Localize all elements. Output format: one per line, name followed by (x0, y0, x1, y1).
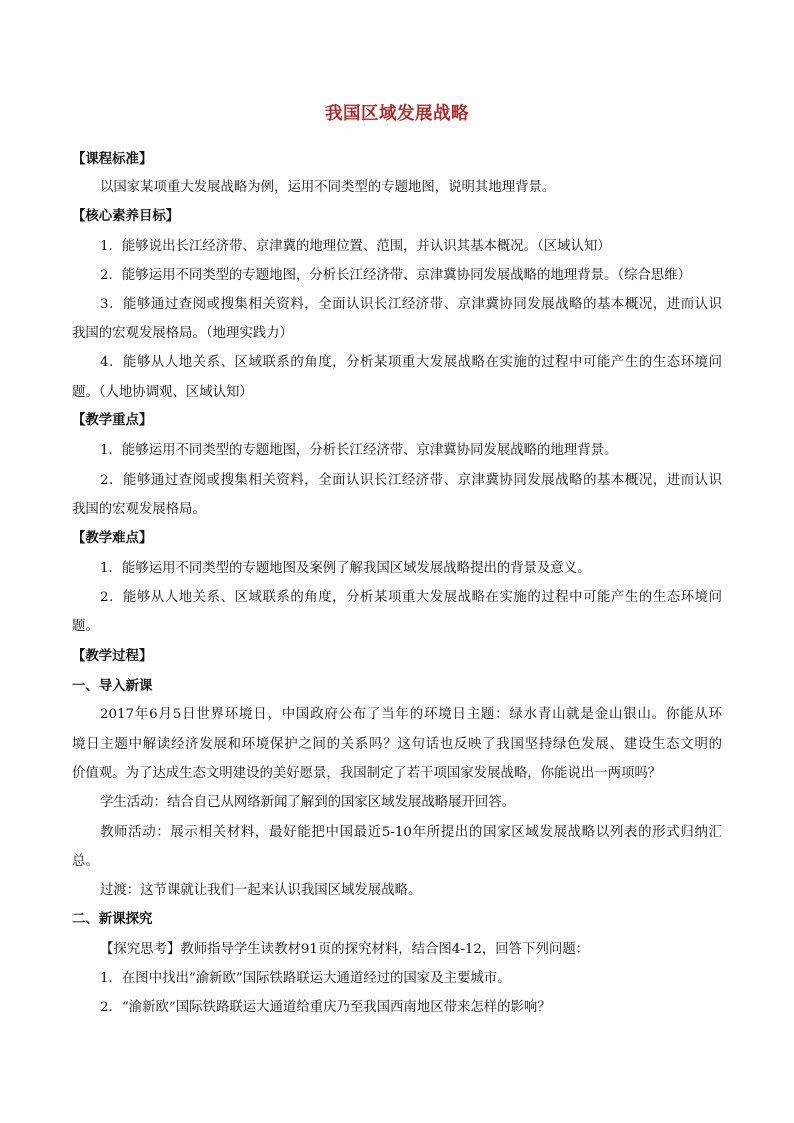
paragraph-continuation: 总。 (72, 854, 99, 869)
section-heading-intro: 一、导入新课 (72, 678, 153, 694)
heading-teaching-process: 【教学过程】 (72, 648, 153, 664)
paragraph: 【探究思考】教师指导学生读教材91页的探究材料，结合图4-12，回答下列问题： (100, 942, 590, 957)
list-item: 1．能够说出长江经济带、京津冀的地理位置、范围，并认识其基本概况。（区域认知） (100, 239, 611, 254)
heading-teaching-focus: 【教学重点】 (72, 412, 153, 428)
paragraph: 2017年6月5日世界环境日，中国政府公布了当年的环境日主题：绿水青山就是金山银山。你能从环 (100, 707, 722, 722)
list-item-continuation: 题。 (72, 619, 99, 634)
paragraph-continuation: 价值观。为了达成生态文明建设的美好愿景，我国制定了若干项国家发展战略，你能说出一两项吗？ (72, 766, 662, 781)
list-item-continuation: 题。（人地协调观、区域认知） (72, 385, 253, 400)
paragraph: 学生活动：结合自己从网络新闻了解到的国家区域发展战略展开回答。 (100, 795, 516, 810)
heading-teaching-difficulty: 【教学难点】 (72, 530, 153, 546)
list-item-continuation: 我国的宏观发展格局。（地理实践力） (72, 326, 293, 341)
question-item: 2．“渝新欧”国际铁路联运大通道给重庆乃至我国西南地区带来怎样的影响？ (100, 1000, 551, 1015)
list-item: 2．能够通过查阅或搜集相关资料，全面认识长江经济带、京津冀协同发展战略的基本概况，进而认识 (100, 473, 722, 488)
list-item: 1．能够运用不同类型的专题地图及案例了解我国区域发展战略提出的背景及意义。 (100, 561, 591, 576)
paragraph: 以国家某项重大发展战略为例，运用不同类型的专题地图，说明其地理背景。 (100, 180, 556, 195)
list-item: 1．能够运用不同类型的专题地图，分析长江经济带、京津冀协同发展战略的地理背景。 (100, 443, 618, 458)
list-item-continuation: 我国的宏观发展格局。 (72, 502, 206, 517)
list-item: 4．能够从人地关系、区域联系的角度，分析某项重大发展战略在实施的过程中可能产生的生态环境问 (100, 355, 722, 370)
paragraph: 过渡：这节课就让我们一起来认识我国区域发展战略。 (100, 883, 422, 898)
list-item: 3．能够通过查阅或搜集相关资料，全面认识长江经济带、京津冀协同发展战略的基本概况，进而认识 (100, 297, 722, 312)
question-item: 1．在图中找出“渝新欧”国际铁路联运大通道经过的国家及主要城市。 (100, 971, 511, 986)
heading-core-literacy: 【核心素养目标】 (72, 208, 180, 224)
page-title: 我国区域发展战略 (325, 104, 469, 124)
section-heading-explore: 二、新课探究 (72, 911, 153, 927)
paragraph-continuation: 境日主题中解读经济发展和环境保护之间的关系吗？这句话也反映了我国坚持绿色发展、建设生态文明的 (72, 737, 722, 752)
list-item: 2．能够运用不同类型的专题地图，分析长江经济带、京津冀协同发展战略的地理背景。（综合思维） (100, 268, 692, 283)
paragraph: 教师活动：展示相关材料，最好能把中国最近5-10年所提出的国家区域发展战略以列表的形式归纳汇 (100, 825, 722, 840)
list-item: 2．能够从人地关系、区域联系的角度，分析某项重大发展战略在实施的过程中可能产生的生态环境问 (100, 590, 722, 605)
heading-course-standard: 【课程标准】 (72, 151, 153, 167)
